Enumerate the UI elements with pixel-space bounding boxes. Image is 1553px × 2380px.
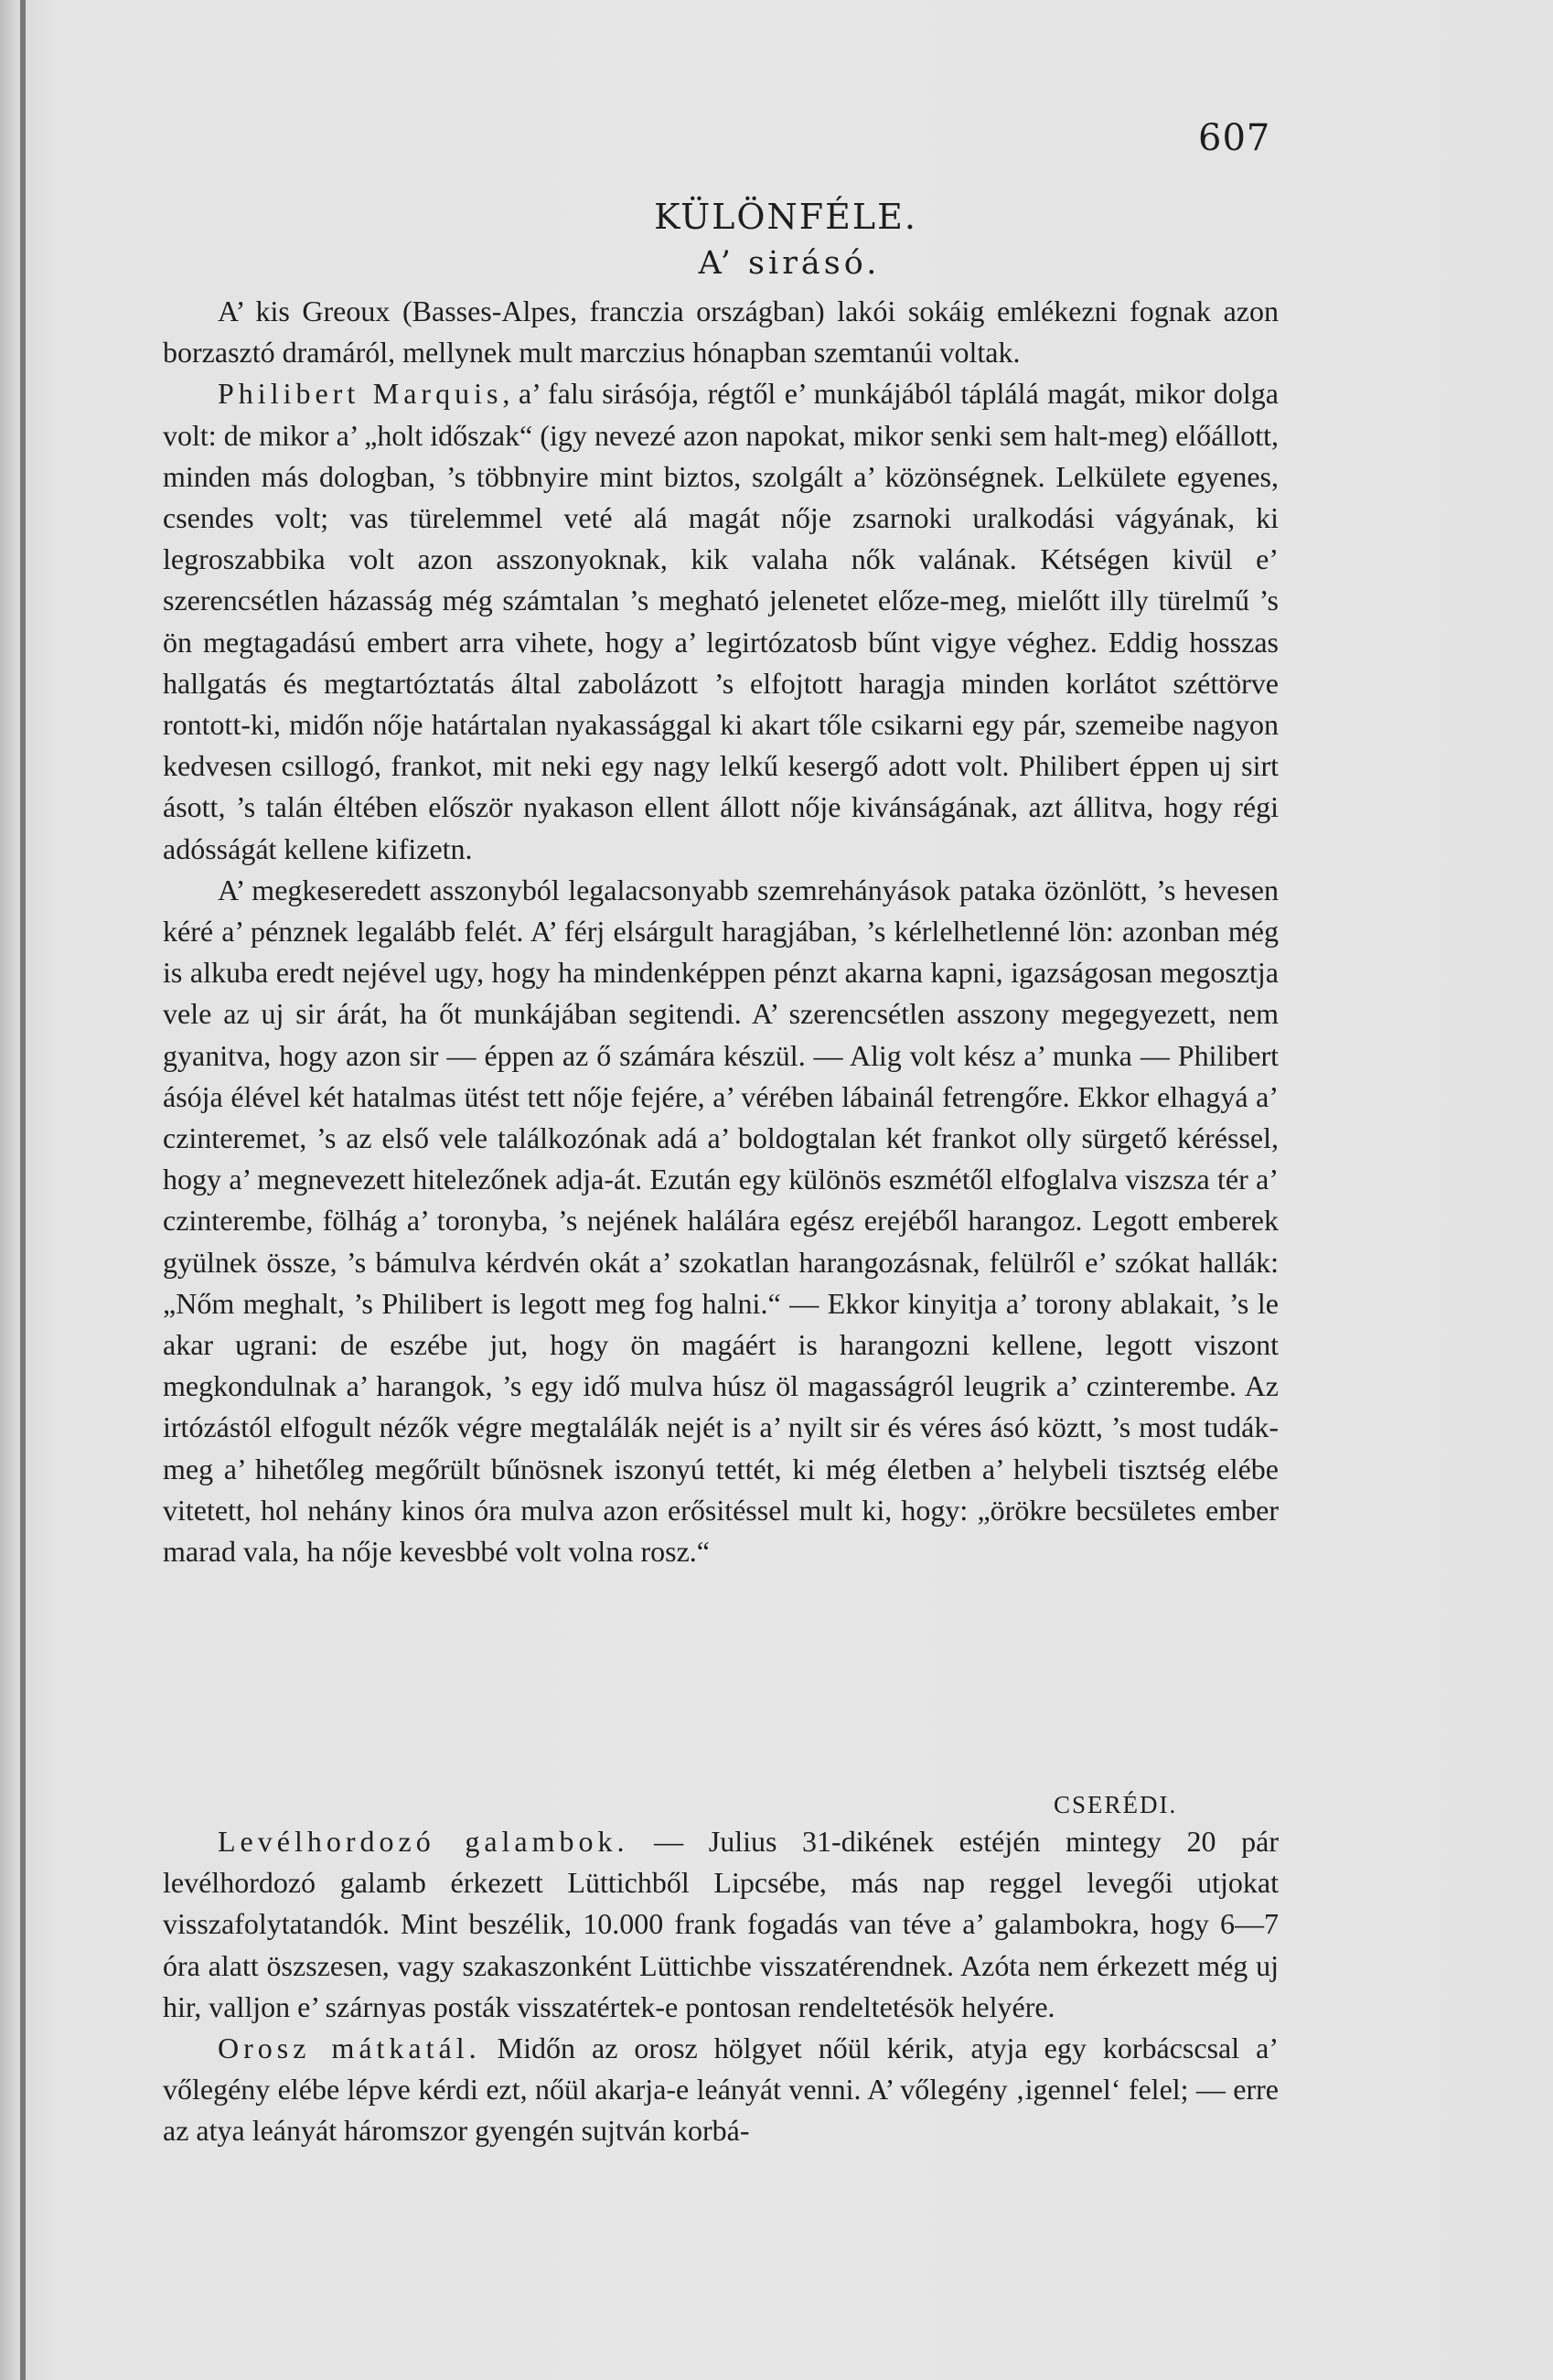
news-item-title: Orosz mátkatál. [218, 2032, 481, 2065]
news-item-text: Midőn az orosz hölgyet nőül kérik, atyja egy korbácscsal a’ vőlegény elébe lépve kérdi ezt, nőül akarja-e leányát venni. A’ vőlegény ‚igennel‘ felel; — erre az atya leányát háromszor gyengén sujtván korbá- [163, 2032, 1280, 2148]
news-items [163, 1821, 1279, 2152]
paragraph-3: A’ megkeseredett asszonyból legalacsonyabb szemrehányások pataka özönlött, ’s hevesen kéré a’ pénznek legalább felét. A’ férj elsárgult haragjában, ’s kérlelhetlenné lön: azonban még is alkuba eredt nejével ugy, hogy ha mindenképpen pénzt akarna kapni, igazságosan megosztja vele az uj sir árát, ha őt munkájában segitendi. A’ szerencsétlen asszony megegyezett, nem gyanitva, hogy azon sir — éppen az ő számára készül. — Alig volt kész a’ munka — Philibert ásója élével két hatalmas ütést tett nője fejére, a’ vérében lábainál fetrengőre. Ekkor elhagyá a’ czinteremet, ’s az első vele találkozónak adá a’ boldogtalan két frankot olly sürgető kéréssel, hogy a’ megnevezett hitelezőnek adja-át. Ezután egy különös eszmétől elfoglalva viszsza tér a’ czinterembe, fölhág a’ toronyba, ’s nejének halálára egész erejéből harangoz. Legott emberek gyülnek össze, ’s bámulva kérdvén okát a’ szokatlan harangozásnak, felülről e’ szókat hallák: „Nőm meghalt, ’s Philibert is legott meg fog halni.“ — Ekkor kinyitja a’ torony ablakait, ’s le akar ugrani: de eszébe jut, hogy ön magáért is harangozni kellene, legott viszont megkondulnak a’ harangok, ’s egy idő mulva húsz öl magasságról leugrik a’ czinterembe. Az irtózástól elfogult nézők végre megtalálák nejét is a’ nyilt sir és véres ásó köztt, ’s most tudák-meg a’ hihetőleg megőrült bűnösnek iszonyú tettét, ki még életben a’ helybeli tisztség elébe vitetett, hol nehány kinos óra mulva azon erősitéssel mult ki, hogy: „örökre becsületes ember marad vala, ha nője kevesbbé volt volna rosz.“ [163, 873, 1279, 1569]
news-item-text: — Julius 31-dikének estéjén mintegy 20 pár levélhordozó galamb érkezett Lüttichből Lipcsébe, más nap reggel levegői utjokat visszafolytatandók. Mint beszélik, 10.000 frank fogadás van téve a’ galambokra, hogy 6—7 óra alatt öszszesen, vagy szakaszonként Lüttichbe visszatérendnek. Azóta nem érkezett még uj hir, valljon e’ szárnyas posták visszatértek-e pontosan rendeltetésök helyére. [163, 1825, 1280, 2023]
paragraph-2-text: , a’ falu sirásója, régtől e’ munkájából táplálá magát, mikor dolga volt: de mikor a’ „holt időszak“ (igy nevezé azon napokat, mikor senki sem halt-meg) előállott, minden más dologban, ’s többnyire mint biztos, szolgált a’ közönségnek. Lelkülete egyenes, csendes volt; vas türelemmel veté alá magát nője zsarnoki uralkodási vágyának, ki legroszabbika volt azon asszonyoknak, kik valaha nők valának. Kétségen kivül e’ szerencsétlen házasság még számtalan ’s megható jelenetet előze-meg, mielőtt illy türelmű ’s ön megtagadású embert arra vihete, hogy a’ legirtózatosb bűnt vigye véghez. Eddig hosszas hallgatás és megtartóztatás által zabolázott ’s elfojtott haragja minden korlátot széttörve rontott-ki, midőn nője határtalan nyakassággal ki akart tőle csikarni egy pár, szemeibe nagyon kedvesen csillogó, frankot, mit neki egy nagy lelkű kesergő adott volt. Philibert éppen uj sirt ásott, ’s talán éltében először nyakason ellent állott nője kivánságának, azt állitva, hogy régi adósságát kellene kifizetn. [163, 377, 1280, 865]
paragraph-1: A’ kis Greoux (Basses-Alpes, franczia országban) lakói sokáig emlékezni fognak azon borzasztó dramáról, mellynek mult marczius hónapban szemtanúi voltak. [163, 295, 1279, 370]
page-number: 607 [1198, 117, 1271, 159]
binding-shadow [20, 0, 26, 2380]
person-name: Philibert Marquis [218, 377, 503, 411]
news-item-betrothal [163, 2028, 1279, 2152]
article-title: A’ sirásó. [698, 245, 881, 282]
news-item-title: Levélhordozó galambok. [218, 1825, 629, 1858]
article-body [163, 291, 1279, 1572]
paragraph-2 [163, 373, 1279, 869]
news-item-pigeons [163, 1821, 1279, 2028]
section-title: KÜLÖNFÉLE. [654, 197, 917, 237]
author-signature: CSERÉDI. [1054, 1791, 1178, 1818]
